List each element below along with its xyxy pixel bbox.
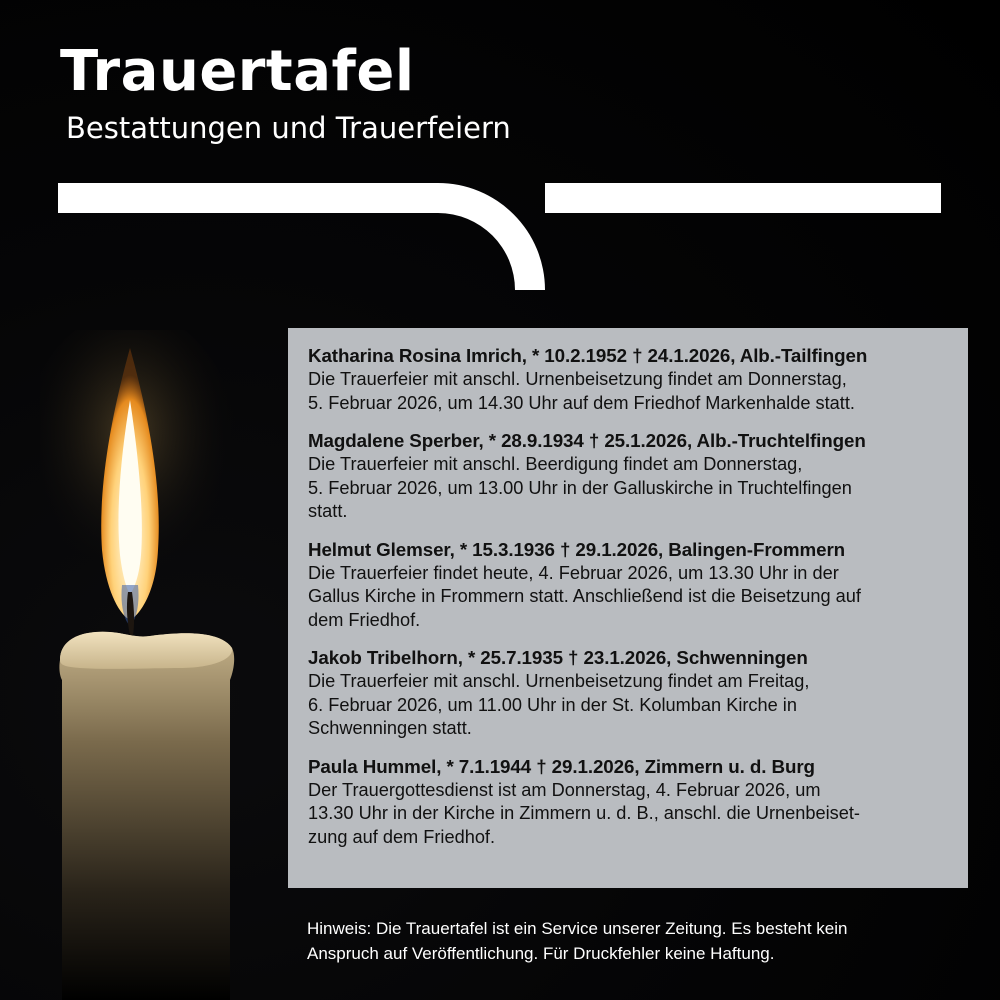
entry-heading: Jakob Tribelhorn, * 25.7.1935 † 23.1.2026, Schwenningen: [308, 647, 808, 668]
entry-text-line: 5. Februar 2026, um 14.30 Uhr auf dem Friedhof Markenhalde statt.: [308, 392, 855, 413]
entry-text-line: 5. Februar 2026, um 13.00 Uhr in der Galluskirche in Truchtelfingen: [308, 477, 852, 498]
obituary-entry: [308, 429, 962, 524]
decorative-line-graphic: [0, 0, 1000, 300]
entry-text-line: dem Friedhof.: [308, 609, 421, 630]
entry-text: [308, 368, 962, 415]
disclaimer-line: Hinweis: Die Trauertafel ist ein Service unserer Zeitung. Es besteht kein: [307, 919, 848, 938]
entry-heading: Paula Hummel, * 7.1.1944 † 29.1.2026, Zimmern u. d. Burg: [308, 755, 815, 777]
page-subtitle: Bestattungen und Trauerfeiern: [66, 111, 511, 145]
entry-text: [308, 453, 962, 524]
entry-text-line: Die Trauerfeier findet heute, 4. Februar 2026, um 13.30 Uhr in der: [308, 562, 839, 583]
entry-text-line: Die Trauerfeier mit anschl. Urnenbeisetzung findet am Donnerstag,: [308, 369, 847, 389]
obituary-entry: [308, 538, 962, 633]
left-bar: [58, 183, 438, 213]
page-title: Trauertafel: [60, 39, 415, 104]
entry-text-line: Die Trauerfeier mit anschl. Beerdigung findet am Donnerstag,: [308, 454, 803, 474]
entry-text-line: 6. Februar 2026, um 11.00 Uhr in der St. Kolumban Kirche in: [308, 694, 797, 715]
disclaimer-line: Anspruch auf Veröffentlichung. Für Druckfehler keine Haftung.: [307, 944, 775, 963]
disclaimer-note: [307, 916, 847, 966]
entry-heading: Magdalene Sperber, * 28.9.1934 † 25.1.2026, Alb.-Truchtelfingen: [308, 430, 866, 451]
entry-text-line: Gallus Kirche in Frommern statt. Anschließend ist die Beisetzung auf: [308, 586, 861, 606]
obituary-panel: [288, 328, 968, 888]
entry-text: [308, 562, 962, 633]
entry-text: [308, 670, 962, 741]
entry-text-line: Die Trauerfeier mit anschl. Urnenbeisetzung findet am Freitag,: [308, 671, 810, 691]
entry-text-line: Der Trauergottesdienst ist am Donnerstag, 4. Februar 2026, um: [308, 779, 821, 800]
obituary-entry: [308, 344, 962, 415]
candle-icon: [40, 330, 260, 1000]
obituary-entry: [308, 755, 962, 850]
entry-heading: Helmut Glemser, * 15.3.1936 † 29.1.2026, Balingen-Frommern: [308, 538, 846, 560]
entry-text-line: Schwenningen statt.: [308, 718, 472, 738]
entry-text-line: statt.: [308, 501, 348, 521]
entry-text-line: 13.30 Uhr in der Kirche in Zimmern u. d. B., anschl. die Urnenbeiset-: [308, 803, 860, 823]
entry-text-line: zung auf dem Friedhof.: [308, 826, 496, 847]
curved-bar: [438, 183, 545, 290]
entry-heading: Katharina Rosina Imrich, * 10.2.1952 † 24.1.2026, Alb.-Tailfingen: [308, 345, 868, 366]
obituary-entry: [308, 646, 962, 741]
right-bar: [545, 183, 941, 213]
entry-text: [308, 779, 962, 850]
